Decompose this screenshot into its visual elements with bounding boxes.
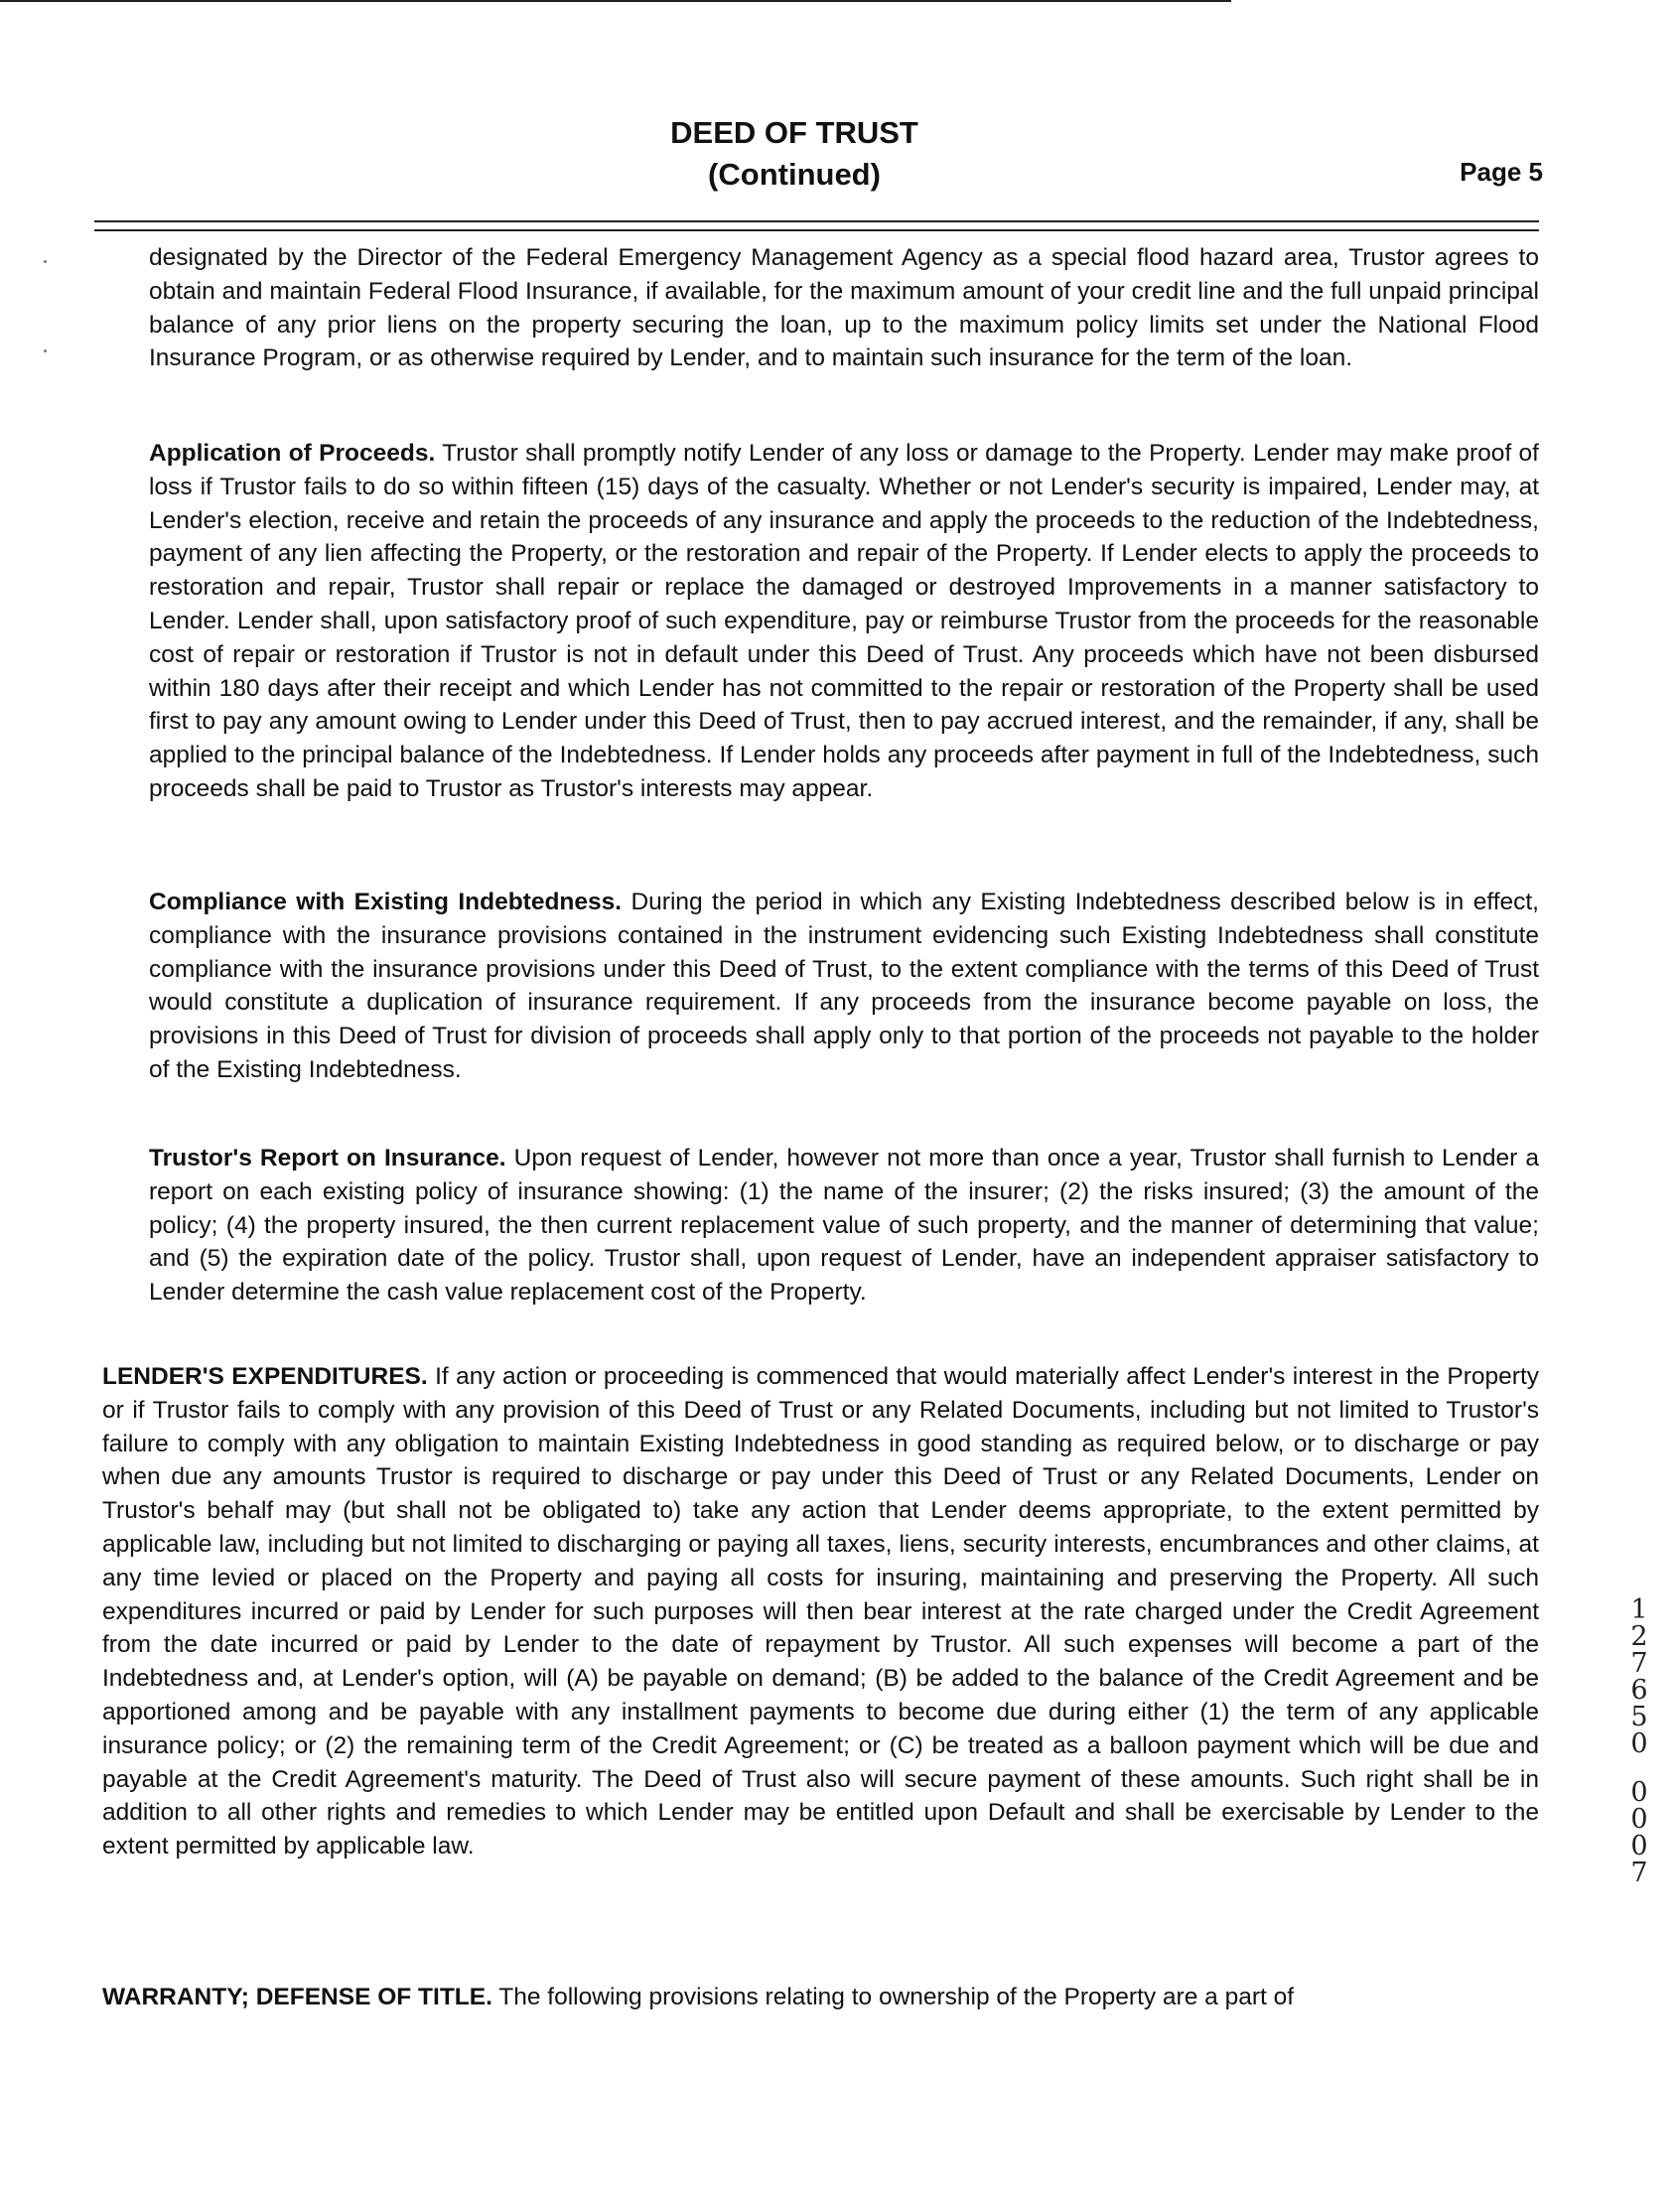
paragraph-text: Upon request of Lender, however not more than once a year, Trustor shall furnish to Lender a report on each existing policy of insurance showing: (1) the name of the insurer; (2) the risks insured; (3) the amount of the policy; (4) the property insured, the then current replacement value of such property, and the manner of determining that value; and (5) the expiration date of the policy. Trustor shall, upon request of Lender, have an independent appraiser satisfactory to Lender determine the cash value replacement cost of the Property. xyxy=(149,1145,1539,1307)
trustor-report-on-insurance-paragraph xyxy=(149,1142,1539,1310)
recording-digit: 7 xyxy=(1630,1648,1648,1679)
paragraph-heading: Application of Proceeds. xyxy=(149,440,436,467)
recording-number-vertical xyxy=(1624,1596,1654,1886)
recording-digit: 0 xyxy=(1630,1804,1648,1835)
paragraph-text: designated by the Director of the Federal Emergency Management Agency as a special flood hazard area, Trustor agrees to obtain and maintain Federal Flood Insurance, if available, for the maximum amount of your credit line and the full unpaid principal balance of any prior liens on the property securing the loan, up to the maximum policy limits set under the National Flood Insurance Program, or as otherwise required by Lender, and to maintain such insurance for the term of the loan. xyxy=(149,244,1539,372)
document-subtitle: (Continued) xyxy=(708,157,881,192)
application-of-proceeds-paragraph xyxy=(149,437,1539,806)
recording-digit: 0 xyxy=(1630,1831,1648,1861)
paragraph-heading: Trustor's Report on Insurance. xyxy=(149,1145,506,1172)
header-rule-bottom xyxy=(94,229,1539,231)
page-number: Page 5 xyxy=(1460,157,1543,187)
compliance-existing-indebtedness-paragraph xyxy=(149,886,1539,1087)
paragraph-heading: LENDER'S EXPENDITURES. xyxy=(102,1363,428,1390)
paragraph-text: During the period in which any Existing Indebtedness described below is in effect, compliance with the insurance provisions contained in the instrument evidencing such Existing Indebtedness shall constitute compliance with the insurance provisions under this Deed of Trust, to the extent compliance with the terms of this Deed of Trust would constitute a duplication of insurance requirement. If any proceeds from the insurance become payable on loss, the provisions in this Deed of Trust for division of proceeds shall apply only to that portion of the proceeds not payable to the holder of the Existing Indebtedness. xyxy=(149,889,1539,1083)
paragraph-text: If any action or proceeding is commenced that would materially affect Lender's interest in the Property or if Trustor fails to comply with any provision of this Deed of Trust or any Related Documents, including but not limited to Trustor's failure to comply with any obligation to maintain Existing Indebtedness in good standing as required below, or to discharge or pay when due any amounts Trustor is required to discharge or pay under this Deed of Trust or any Related Documents, Lender on Trustor's behalf may (but shall not be obligated to) take any action that Lender deems appropriate, to the extent permitted by applicable law, including but not limited to discharging or paying all taxes, liens, security interests, encumbrances and other claims, at any time levied or placed on the Property and paying all costs for insuring, maintaining and preserving the Property. All such expenditures incurred or paid by Lender for such purposes will then bear interest at the rate charged under the Credit Agreement from the date incurred or paid by Lender to the date of repayment by Trustor. All such expenses will become a part of the Indebtedness and, at Lender's option, will (A) be payable on demand; (B) be added to the balance of the Credit Agreement and be apportioned among and be payable with any installment payments to become due during either (1) the term of any applicable insurance policy; or (2) the remaining term of the Credit Agreement; or (C) be treated as a balloon payment which will be due and payable at the Credit Agreement's maturity. The Deed of Trust also will secure payment of these amounts. Such right shall be in addition to all other rights and remedies to which Lender may be entitled upon Default and shall be exercisable by Lender to the extent permitted by applicable law. xyxy=(102,1363,1539,1861)
recording-number-part-2 xyxy=(1624,1779,1654,1886)
recording-digit: 5 xyxy=(1630,1702,1648,1732)
recording-digit: 1 xyxy=(1630,1594,1648,1625)
scan-speck xyxy=(44,349,47,352)
header-rule-top xyxy=(94,220,1539,222)
paragraph-text: The following provisions relating to ownership of the Property are a part of xyxy=(498,1984,1295,2010)
scan-speck xyxy=(44,260,47,263)
scan-top-edge xyxy=(0,0,1231,2)
recording-digit: 7 xyxy=(1630,1858,1648,1888)
paragraph-heading: Compliance with Existing Indebtedness. xyxy=(149,889,623,915)
recording-digit: 6 xyxy=(1630,1675,1648,1706)
lenders-expenditures-paragraph xyxy=(102,1360,1539,1863)
flood-insurance-paragraph xyxy=(149,241,1539,375)
document-title: DEED OF TRUST xyxy=(670,115,918,150)
paragraph-heading: WARRANTY; DEFENSE OF TITLE. xyxy=(102,1984,492,2010)
paragraph-text: Trustor shall promptly notify Lender of any loss or damage to the Property. Lender may make proof of loss if Trustor fails to do so within fifteen (15) days of the casualty. Whether or not Lender's security is impaired, Lender may, at Lender's election, receive and retain the proceeds of any insurance and apply the proceeds to the reduction of the Indebtedness, payment of any lien affecting the Property, or the restoration and repair of the Property. If Lender elects to apply the proceeds to restoration and repair, Trustor shall repair or replace the damaged or destroyed Improvements in a manner satisfactory to Lender. Lender shall, upon satisfactory proof of such expenditure, pay or reimburse Trustor from the proceeds for the reasonable cost of repair or restoration if Trustor is not in default under this Deed of Trust. Any proceeds which have not been disbursed within 180 days after their receipt and which Lender has not committed to the repair or restoration of the Property shall be used first to pay any amount owing to Lender under this Deed of Trust, then to pay accrued interest, and the remainder, if any, shall be applied to the principal balance of the Indebtedness. If Lender holds any proceeds after payment in full of the Indebtedness, such proceeds shall be paid to Trustor as Trustor's interests may appear. xyxy=(149,440,1539,802)
warranty-defense-of-title-paragraph xyxy=(102,1981,1539,2014)
recording-digit: 2 xyxy=(1630,1621,1648,1652)
recording-digit: 0 xyxy=(1630,1728,1648,1759)
recording-digit: 0 xyxy=(1630,1777,1648,1808)
recording-number-part-1 xyxy=(1624,1596,1654,1757)
